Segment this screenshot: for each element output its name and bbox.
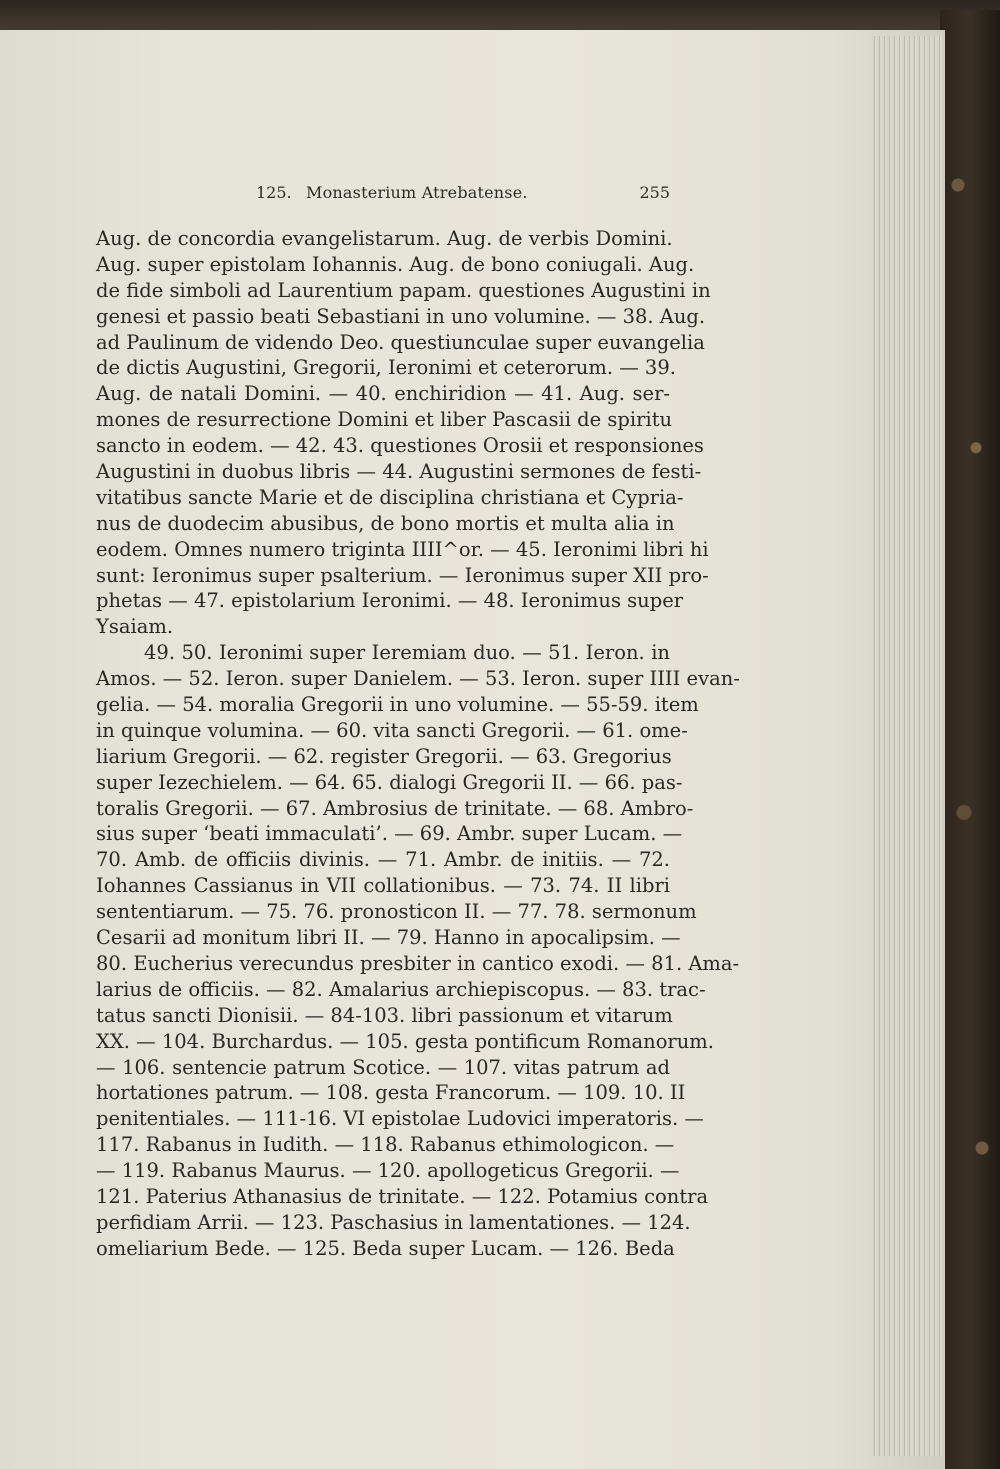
text-line: 117. Rabanus in Iudith. — 118. Rabanus ethimologicon. — xyxy=(96,1133,675,1157)
text-line: genesi et passio beati Sebastiani in uno volumine. — 38. Aug. xyxy=(96,304,706,328)
section-number: 125. xyxy=(256,183,292,202)
text-line: 121. Paterius Athanasius de trinitate. — 122. Potamius contra xyxy=(96,1184,709,1208)
text-line: — 119. Rabanus Maurus. — 120. apollogeticus Gregorii. — xyxy=(96,1159,680,1183)
text-line: Aug. super epistolam Iohannis. Aug. de bono coniugali. Aug. xyxy=(96,252,695,276)
page-number: 255 xyxy=(639,183,670,202)
text-line: Amos. — 52. Ieron. super Danielem. — 53. Ieron. super IIII evan- xyxy=(96,667,740,691)
section-title: Monasterium Atrebatense. xyxy=(306,183,528,202)
text-line: 80. Eucherius verecundus presbiter in cantico exodi. — 81. Ama- xyxy=(96,951,740,975)
text-line: XX. — 104. Burchardus. — 105. gesta pontificum Romanorum. xyxy=(96,1029,715,1053)
text-line: omeliarium Bede. — 125. Beda super Lucam. — 126. Beda xyxy=(96,1236,675,1260)
text-line: perfidiam Arrii. — 123. Paschasius in lamentationes. — 124. xyxy=(96,1210,691,1234)
running-header xyxy=(250,183,670,205)
text-line: sancto in eodem. — 42. 43. questiones Orosii et responsiones xyxy=(96,434,704,458)
text-line: de fide simboli ad Laurentium papam. questiones Augustini in xyxy=(96,278,711,302)
text-line: Aug. de concordia evangelistarum. Aug. de verbis Domini. xyxy=(96,227,673,250)
text-line: sunt: Ieronimus super psalterium. — Ieronimus super XII pro- xyxy=(96,563,709,587)
body-text xyxy=(96,226,740,1262)
text-line: 70. Amb. de officiis divinis. — 71. Ambr. de initiis. — 72. xyxy=(96,848,670,872)
text-line: gelia. — 54. moralia Gregorii in uno volumine. — 55-59. item xyxy=(96,693,699,717)
text-line: — 106. sentencie patrum Scotice. — 107. vitas patrum ad xyxy=(96,1055,670,1079)
text-line: Aug. de natali Domini. — 40. enchiridion — 41. Aug. ser- xyxy=(96,382,670,406)
text-line: Ysaiam. xyxy=(96,615,174,639)
text-line: eodem. Omnes numero triginta IIII^or. — 45. Ieronimi libri hi xyxy=(96,537,709,561)
text-line: sententiarum. — 75. 76. pronosticon II. — 77. 78. sermonum xyxy=(96,900,697,924)
text-line: Cesarii ad monitum libri II. — 79. Hanno in apocalipsim. — xyxy=(96,926,681,950)
text-line: ad Paulinum de videndo Deo. questiunculae super euvangelia xyxy=(96,330,705,354)
text-line: 49. 50. Ieronimi super Ieremiam duo. — 51. Ieron. in xyxy=(144,641,670,665)
text-line: in quinque volumina. — 60. vita sancti Gregorii. — 61. ome- xyxy=(96,718,688,742)
text-line: tatus sancti Dionisii. — 84-103. libri passionum et vitarum xyxy=(96,1003,673,1027)
text-line: larius de officiis. — 82. Amalarius archiepiscopus. — 83. trac- xyxy=(96,977,706,1001)
text-line: mones de resurrectione Domini et liber Pascasii de spiritu xyxy=(96,408,673,432)
book-cover-edge xyxy=(940,10,1000,1469)
text-line: Iohannes Cassianus in VII collationibus. — 73. 74. II libri xyxy=(96,874,670,898)
text-line: nus de duodecim abusibus, de bono mortis et multa alia in xyxy=(96,511,675,535)
text-line: liarium Gregorii. — 62. register Gregorii. — 63. Gregorius xyxy=(96,744,672,768)
text-line: sius super ‘beati immaculati’. — 69. Ambr. super Lucam. — xyxy=(96,822,683,846)
text-line: phetas — 47. epistolarium Ieronimi. — 48. Ieronimus super xyxy=(96,589,684,613)
text-line: de dictis Augustini, Gregorii, Ieronimi et ceterorum. — 39. xyxy=(96,356,676,380)
text-line: hortationes patrum. — 108. gesta Francorum. — 109. 10. II xyxy=(96,1081,686,1105)
text-line: vitatibus sancte Marie et de disciplina christiana et Cypria- xyxy=(96,485,684,509)
text-line: toralis Gregorii. — 67. Ambrosius de trinitate. — 68. Ambro- xyxy=(96,796,694,820)
text-line: Augustini in duobus libris — 44. Augustini sermones de festi- xyxy=(96,460,702,484)
text-line: penitentiales. — 111-16. VI epistolae Ludovici imperatoris. — xyxy=(96,1107,704,1131)
text-line: super Iezechielem. — 64. 65. dialogi Gregorii II. — 66. pas- xyxy=(96,770,683,794)
page-edges xyxy=(872,36,942,1456)
